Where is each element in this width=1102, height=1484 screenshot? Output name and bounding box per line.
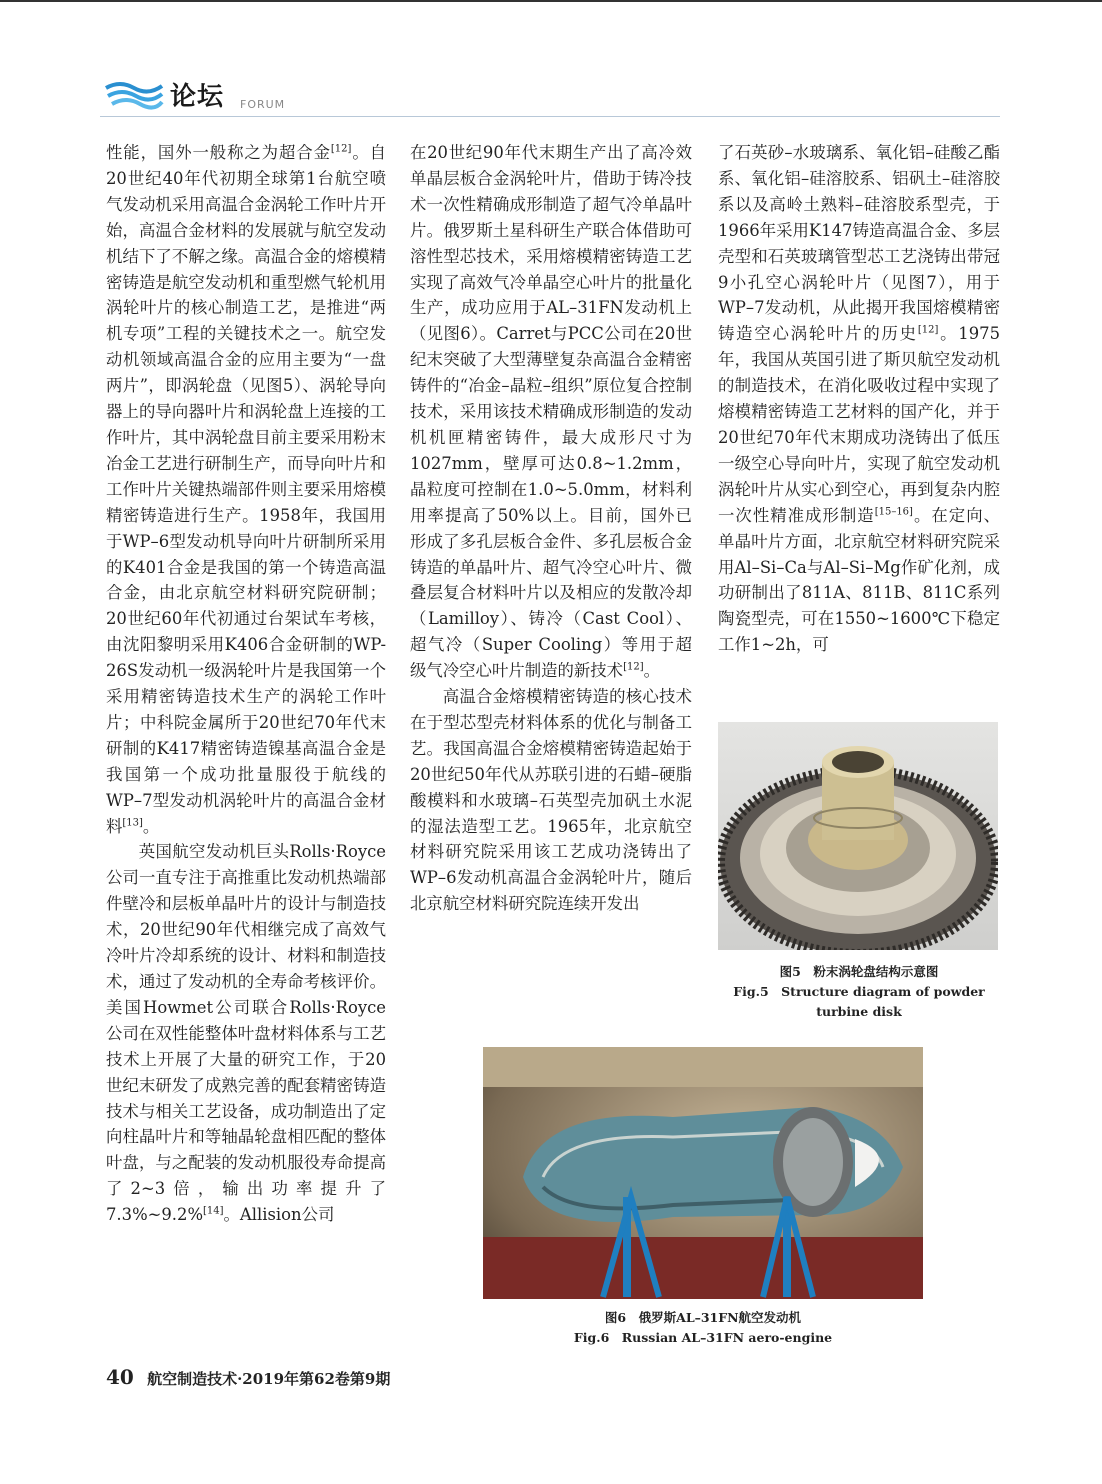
- paragraph: 英国航空发动机巨头Rolls·Royce公司一直专注于高推重比发动机热端部件壁冷和层板单晶叶片的设计与制造技术，20世纪90年代相继完成了高效气冷叶片冷却系统的设计、材料和制造技术，通过了发动机的全寿命考核评价。美国Howmet公司联合Rolls·Royce公司在双性能整体叶盘材料体系与工艺技术上开展了大量的研究工作，于20世纪末研发了成熟完善的配套精密铸造技术与相关工艺设备，成功制造出了定向柱晶叶片和等轴晶轮盘相匹配的整体叶盘，与之配装的发动机服役寿命提高了2~3倍，输出功率提升了7.3%~9.2%[14]。Allision公司: [106, 842, 386, 1225]
- text-column-2: [410, 140, 692, 917]
- section-brand: 论坛: [170, 82, 225, 112]
- aero-engine-illustration: [483, 1047, 923, 1299]
- figure-5-caption: 图5 粉末涡轮盘结构示意图 Fig.5 Structure diagram of powder turbine disk: [733, 964, 985, 1019]
- paragraph: 性能，国外一般称之为超合金[12]。自20世纪40年代初期全球第1台航空喷气发动机采用高温合金涡轮工作叶片开始，高温合金材料的发展就与航空发动机结下了不解之缘。高温合金的熔模精密铸造是航空发动机和重型燃气轮机用涡轮叶片的核心制造工艺，是推进“两机专项”工程的关键技术之一。航空发动机领域高温合金的应用主要为“一盘两片”，即涡轮盘（见图5）、涡轮导向器上的导向器叶片和涡轮盘上连接的工作叶片，其中涡轮盘目前主要采用粉末冶金工艺进行研制生产，而导向叶片和工作叶片关键热端部件则主要采用熔模精密铸造进行生产。1958年，我国用于WP–6型发动机导向叶片研制所采用的K401合金是我国的第一个铸造高温合金，由北京航空材料研究院研制；20世纪60年代初通过台架试车考核，由沈阳黎明采用K406合金研制的WP-26S发动机一级涡轮叶片是我国第一个采用精密铸造技术生产的涡轮工作叶片；中科院金属所于20世纪70年代末研制的K417精密铸造镍基高温合金是我国第一个成功批量服役于航线的WP–7型发动机涡轮叶片的高温合金材料[13]。: [106, 143, 387, 836]
- text-column-1: [106, 140, 386, 1228]
- section-subtitle: FORUM: [240, 98, 286, 111]
- wave-logo-icon: [104, 78, 164, 112]
- turbine-disk-illustration: [718, 722, 998, 950]
- paragraph: 了石英砂–水玻璃系、氧化铝–硅酸乙酯系、氧化铝–硅溶胶系、铝矾土–硅溶胶系以及高岭土熟料–硅溶胶系型壳，于1966年采用K147铸造高温合金、多层壳型和石英玻璃管型芯工艺浇铸出带冠9小孔空心涡轮叶片（见图7），用于WP–7发动机，从此揭开我国熔模精密铸造空心涡轮叶片的历史[12]。1975年，我国从英国引进了斯贝航空发动机的制造技术，在消化吸收过程中实现了熔模精密铸造工艺材料的国产化，并于20世纪70年代末期成功浇铸出了低压一级空心导向叶片，实现了航空发动机涡轮叶片从实心到空心，再到复杂内腔一次性精准成形制造[15–16]。在定向、单晶叶片方面，北京航空材料研究院采用Al–Si–Ca与Al–Si–Mg作矿化剂，成功研制出了811A、811B、811C系列陶瓷型壳，可在1550~1600℃下稳定工作1~2h，可: [718, 143, 1001, 655]
- paragraph: 高温合金熔模精密铸造的核心技术在于型芯型壳材料体系的优化与制备工艺。我国高温合金熔模精密铸造起始于20世纪50年代从苏联引进的石蜡–硬脂酸模料和水玻璃–石英型壳加矾土水泥的湿法造型工艺。1965年，北京航空材料研究院采用该工艺成功浇铸出了WP–6发动机高温合金涡轮叶片，随后北京航空材料研究院连续开发出: [410, 687, 692, 914]
- section-header: [104, 78, 1004, 118]
- figure-6-aero-engine-photo: [483, 1047, 923, 1299]
- page-number: 40: [106, 1365, 134, 1389]
- figure-6-caption: 图6 俄罗斯AL–31FN航空发动机 Fig.6 Russian AL–31FN aero-engine: [573, 1310, 833, 1345]
- header-divider: [100, 116, 1000, 117]
- paragraph: 在20世纪90年代末期生产出了高冷效单晶层板合金涡轮叶片，借助于铸冷技术一次性精确成形制造了超气冷单晶叶片。俄罗斯土星科研生产联合体借助可溶性型芯技术，采用熔模精密铸造工艺实现了高效气冷单晶空心叶片的批量化生产，成功应用于AL–31FN发动机上（见图6）。Carret与PCC公司在20世纪末突破了大型薄壁复杂高温合金精密铸件的“冶金–晶粒–组织”原位复合控制技术，采用该技术精确成形制造的发动机机匣精密铸件，最大成形尺寸为1027mm，壁厚可达0.8~1.2mm，晶粒度可控制在1.0~5.0mm，材料利用率提高了50%以上。目前，国外已形成了多孔层板合金件、多孔层板合金铸造的单晶叶片、超气冷空心叶片、微叠层复合材料叶片以及相应的发散冷却（Lamilloy）、铸冷（Cast Cool）、超气冷（Super Cooling）等用于超级气冷空心叶片制造的新技术[12]。: [410, 143, 692, 681]
- top-border-line: [0, 0, 1102, 2]
- text-column-3: [718, 140, 1000, 658]
- journal-info: 航空制造技术·2019年第62卷第9期: [147, 1370, 391, 1388]
- figure-5-turbine-disk-photo: [718, 722, 998, 950]
- page-footer: [106, 1365, 390, 1389]
